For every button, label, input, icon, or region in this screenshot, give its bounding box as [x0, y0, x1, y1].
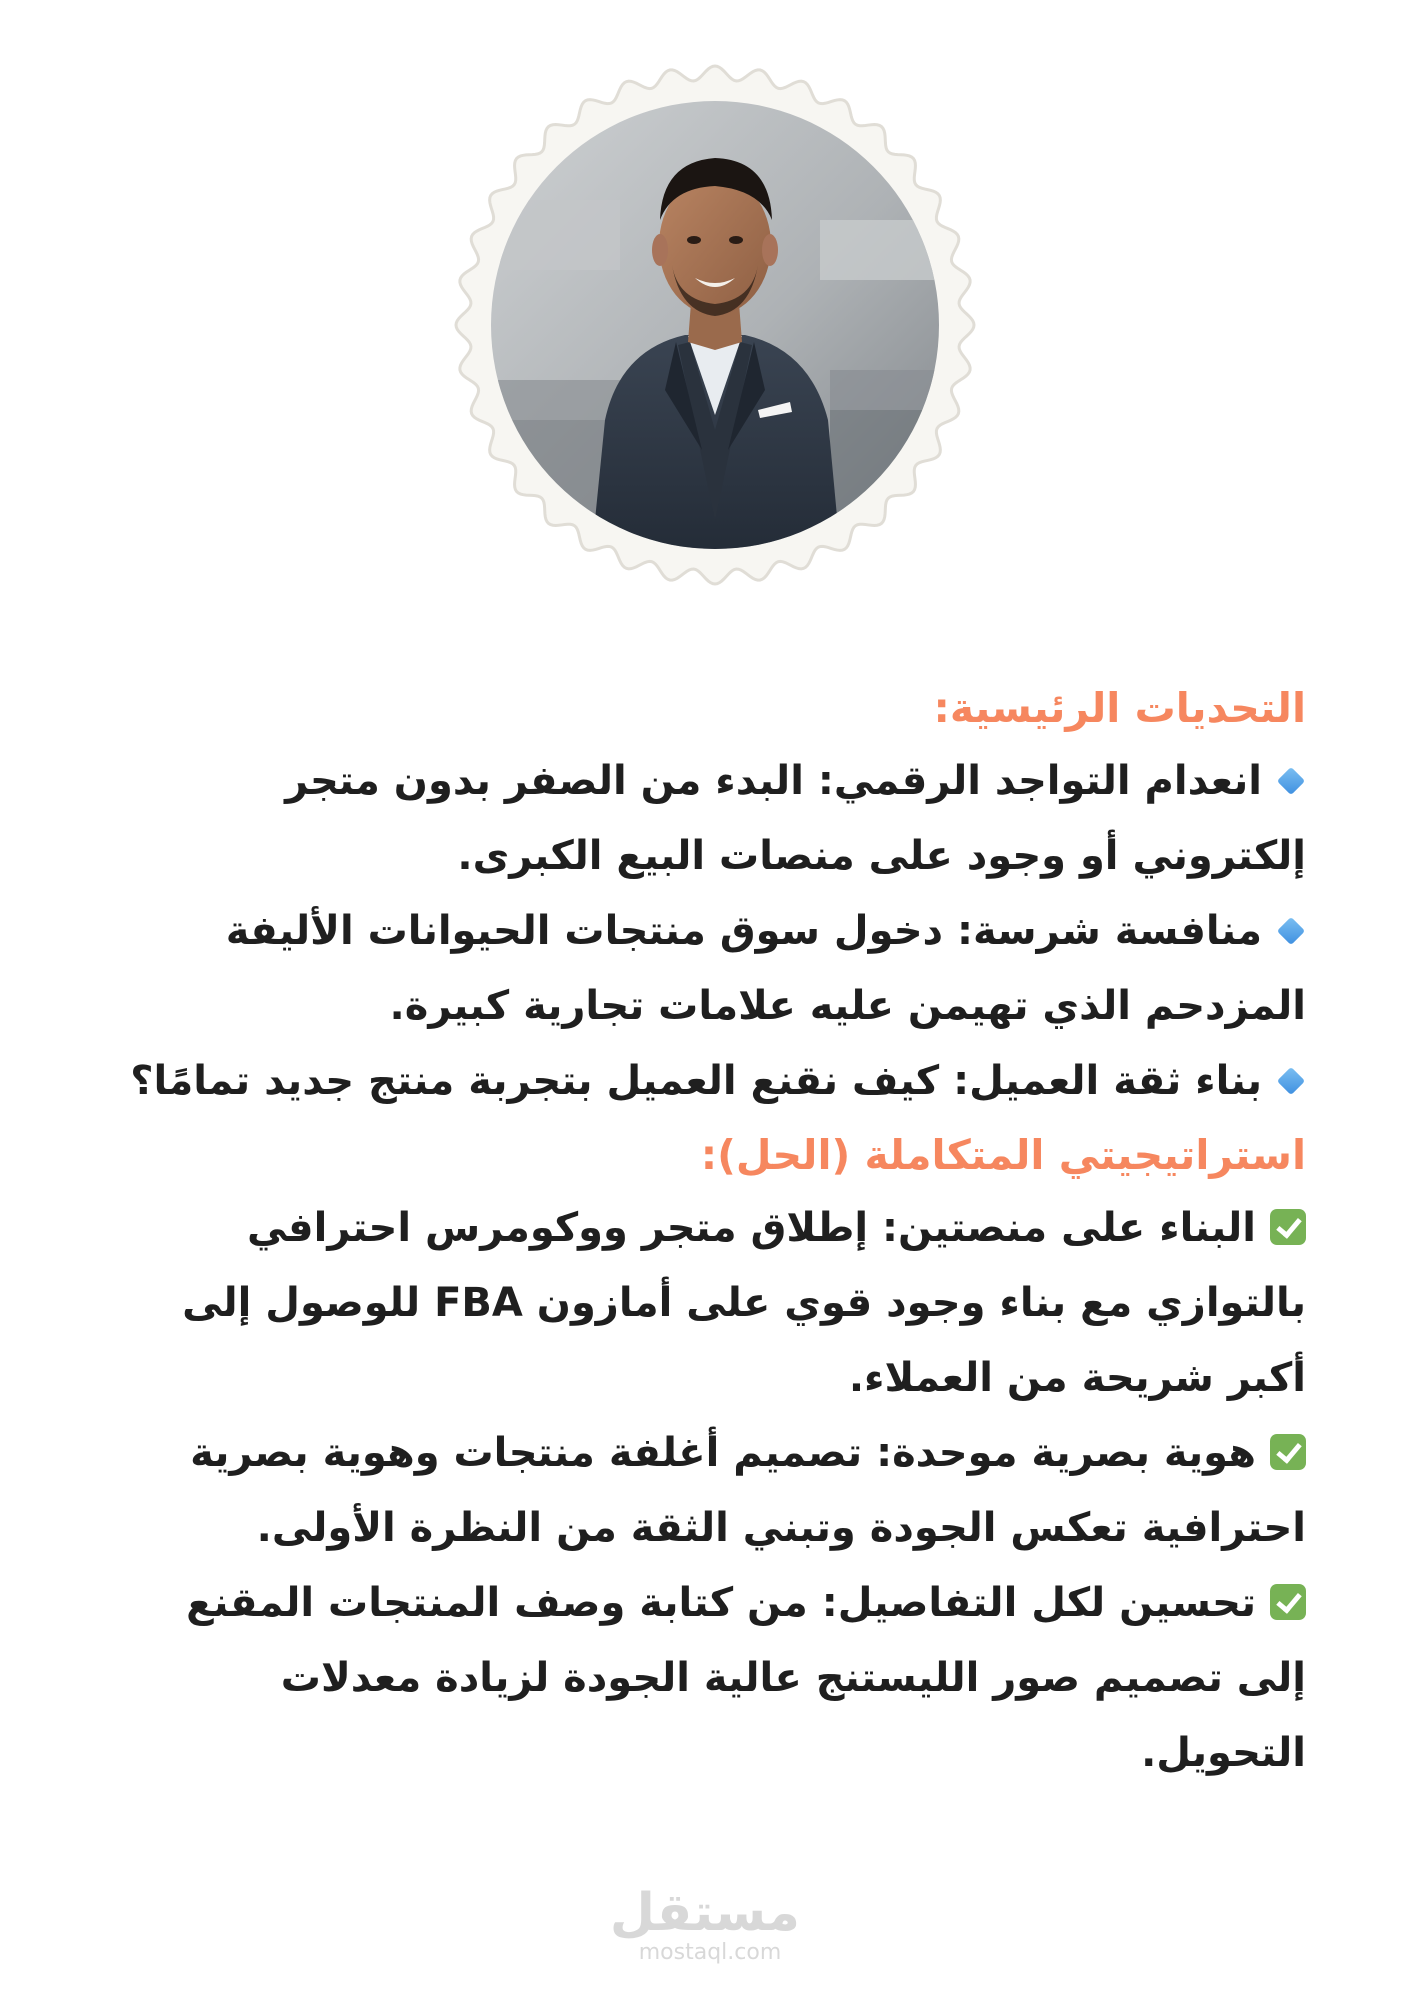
blue-diamond-icon	[1276, 916, 1306, 946]
blue-diamond-icon	[1276, 766, 1306, 796]
challenge-item-2: منافسة شرسة: دخول سوق منتجات الحيوانات الأليفة المزدحم الذي تهيمن عليه علامات تجارية كبيرة.	[225, 908, 1306, 1029]
strategy-item-1: البناء على منصتين: إطلاق متجر ووكومرس احترافي بالتوازي مع بناء وجود قوي على أمازون FBA للوصول إلى أكبر شريحة من العملاء.	[182, 1205, 1306, 1401]
challenge-item-1: انعدام التواجد الرقمي: البدء من الصفر بدون متجر إلكتروني أو وجود على منصات البيع الكبرى.	[285, 758, 1306, 879]
person-portrait-photo	[440, 50, 990, 600]
check-mark-icon	[1270, 1434, 1306, 1470]
portrait-frame	[440, 50, 990, 600]
challenges-heading: التحديات الرئيسية:	[933, 684, 1306, 732]
watermark-arabic: مستقل	[609, 1883, 800, 1943]
blue-diamond-icon	[1276, 1066, 1306, 1096]
strategy-item-2: هوية بصرية موحدة: تصميم أغلفة منتجات وهوية بصرية احترافية تعكس الجودة وتبني الثقة من النظرة الأولى.	[190, 1430, 1306, 1551]
watermark-latin: mostaql.com	[638, 1940, 782, 1965]
strategy-heading: استراتيجيتي المتكاملة (الحل):	[700, 1131, 1306, 1179]
check-mark-icon	[1270, 1209, 1306, 1245]
challenge-item-3: بناء ثقة العميل: كيف نقنع العميل بتجربة منتج جديد تمامًا؟	[106, 1044, 1306, 1119]
check-mark-icon	[1270, 1584, 1306, 1620]
case-study-text	[106, 672, 1306, 1791]
strategy-item-3: تحسين لكل التفاصيل: من كتابة وصف المنتجات المقنع إلى تصميم صور الليستنج عالية الجودة لزيادة معدلات التحويل.	[186, 1580, 1306, 1776]
mostaql-watermark	[609, 1883, 800, 1965]
